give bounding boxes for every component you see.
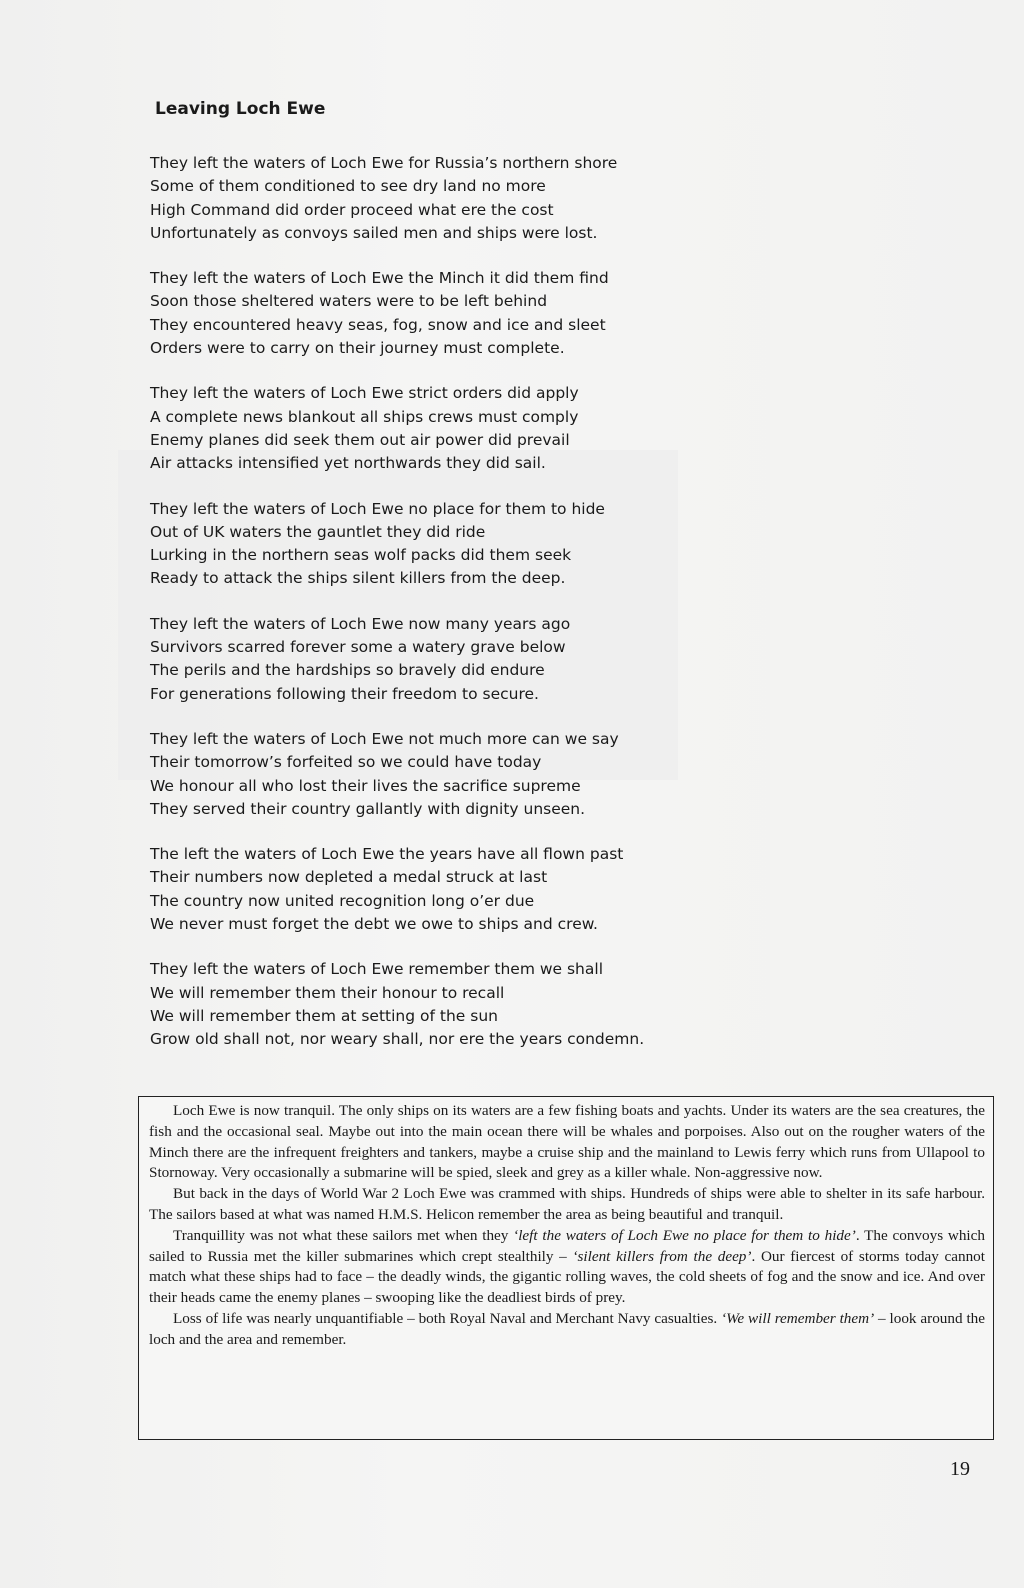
- poem-line: They left the waters of Loch Ewe for Russia’s northern shore: [150, 154, 618, 172]
- poem-line: Some of them conditioned to see dry land no more: [150, 177, 546, 196]
- poem-line: We honour all who lost their lives the sacrifice supreme: [150, 776, 581, 795]
- text-run: Tranquillity was not what these sailors met when they: [173, 1226, 514, 1244]
- poem-line: They left the waters of Loch Ewe strict orders did apply: [150, 384, 579, 403]
- poem-line: Grow old shall not, nor weary shall, nor ere the years condemn.: [150, 1030, 645, 1049]
- commentary-paragraph-2: But back in the days of World War 2 Loch Ewe was crammed with ships. Hundreds of ships were able to shelter in its safe harbour. The sailors based at what was named H.M.S. Helicon remember the area as being beautiful and tranquil.: [149, 1185, 985, 1223]
- stanza-7: [150, 843, 690, 936]
- poem-line: Their numbers now depleted a medal struck at last: [150, 868, 548, 887]
- text-run: – look around the loch and the area and remember.: [149, 1309, 985, 1348]
- commentary-box: [138, 1096, 994, 1440]
- stanza-5: [150, 613, 690, 706]
- poem-line: Air attacks intensified yet northwards they did sail.: [150, 454, 546, 473]
- poem-stanzas: [150, 152, 690, 1052]
- poem-line: A complete news blankout all ships crews must comply: [150, 407, 579, 426]
- poem-line: Enemy planes did seek them out air power did prevail: [150, 430, 570, 449]
- poem-line: The country now united recognition long o’er due: [150, 891, 535, 910]
- poem-line: The perils and the hardships so bravely did endure: [150, 661, 545, 680]
- stanza-1: [150, 152, 690, 245]
- poem-line: Unfortunately as convoys sailed men and ships were lost.: [150, 223, 598, 242]
- poem-line: They left the waters of Loch Ewe remember them we shall: [150, 960, 603, 979]
- stanza-4: [150, 498, 690, 591]
- poem-line: They served their country gallantly with dignity unseen.: [150, 799, 586, 818]
- poem-line: Survivors scarred forever some a watery grave below: [150, 638, 566, 657]
- poem-title: Leaving Loch Ewe: [155, 99, 326, 119]
- poem-line: They left the waters of Loch Ewe the Minch it did them find: [150, 269, 609, 288]
- stanza-6: [150, 728, 690, 821]
- commentary-paragraph-3: [149, 1226, 985, 1309]
- poem-line: Lurking in the northern seas wolf packs did them seek: [150, 546, 572, 565]
- poem-line: They left the waters of Loch Ewe no place for them to hide: [150, 499, 605, 518]
- stanza-3: [150, 382, 690, 475]
- poem-line: They left the waters of Loch Ewe now many years ago: [150, 614, 571, 633]
- commentary-paragraph-4: [149, 1309, 985, 1351]
- text-run: Loss of life was nearly unquantifiable – both Royal Naval and Merchant Navy casualties.: [173, 1309, 722, 1327]
- commentary-paragraph-1: Loch Ewe is now tranquil. The only ships on its waters are a few fishing boats and yachts. Under its waters are the sea creatures, the fish and the occasional seal. Maybe out into the main ocean there will be whales and porpoises. Also out on the rougher waters of the Minch there are the infrequent freighters and tankers, maybe a cruise ship and the mainland to Lewis ferry which runs from Ullapool to Stornoway. Very occasionally a submarine will be spied, sleek and grey as a killer whale. Non-aggressive now.: [149, 1102, 985, 1182]
- stanza-8: [150, 958, 690, 1051]
- poem-line: We will remember them at setting of the sun: [150, 1006, 498, 1025]
- poem-line: Ready to attack the ships silent killers from the deep.: [150, 569, 566, 588]
- quote-run: ‘silent killers from the deep’: [572, 1247, 752, 1265]
- poem-line: High Command did order proceed what ere the cost: [150, 200, 554, 219]
- text-run: . Our fiercest of storms today cannot match what these ships had to face – the deadly winds, the gigantic rolling waves, the cold sheets of fog and the snow and ice. And over their heads came the enemy planes – swooping like the deadliest birds of prey.: [149, 1247, 985, 1307]
- page-number: 19: [950, 1458, 970, 1480]
- poem-line: Their tomorrow’s forfeited so we could have today: [150, 753, 542, 772]
- poem-line: Out of UK waters the gauntlet they did ride: [150, 522, 486, 541]
- poem-line: They left the waters of Loch Ewe not much more can we say: [150, 729, 619, 748]
- text-run: . The convoys which sailed to Russia met the killer submarines which crept stealthily –: [149, 1226, 985, 1265]
- poem: [150, 96, 690, 1074]
- poem-line: We never must forget the debt we owe to ships and crew.: [150, 915, 598, 934]
- poem-line: Soon those sheltered waters were to be left behind: [150, 292, 548, 311]
- poem-line: The left the waters of Loch Ewe the years have all flown past: [150, 845, 624, 864]
- poem-line: We will remember them their honour to recall: [150, 983, 505, 1002]
- poem-line: They encountered heavy seas, fog, snow and ice and sleet: [150, 315, 606, 334]
- poem-line: For generations following their freedom to secure.: [150, 684, 539, 703]
- stanza-2: [150, 267, 690, 360]
- quote-run: ‘We will remember them’: [721, 1309, 875, 1327]
- poem-line: Orders were to carry on their journey must complete.: [150, 339, 565, 358]
- quote-run: ‘left the waters of Loch Ewe no place for them to hide’: [513, 1226, 856, 1244]
